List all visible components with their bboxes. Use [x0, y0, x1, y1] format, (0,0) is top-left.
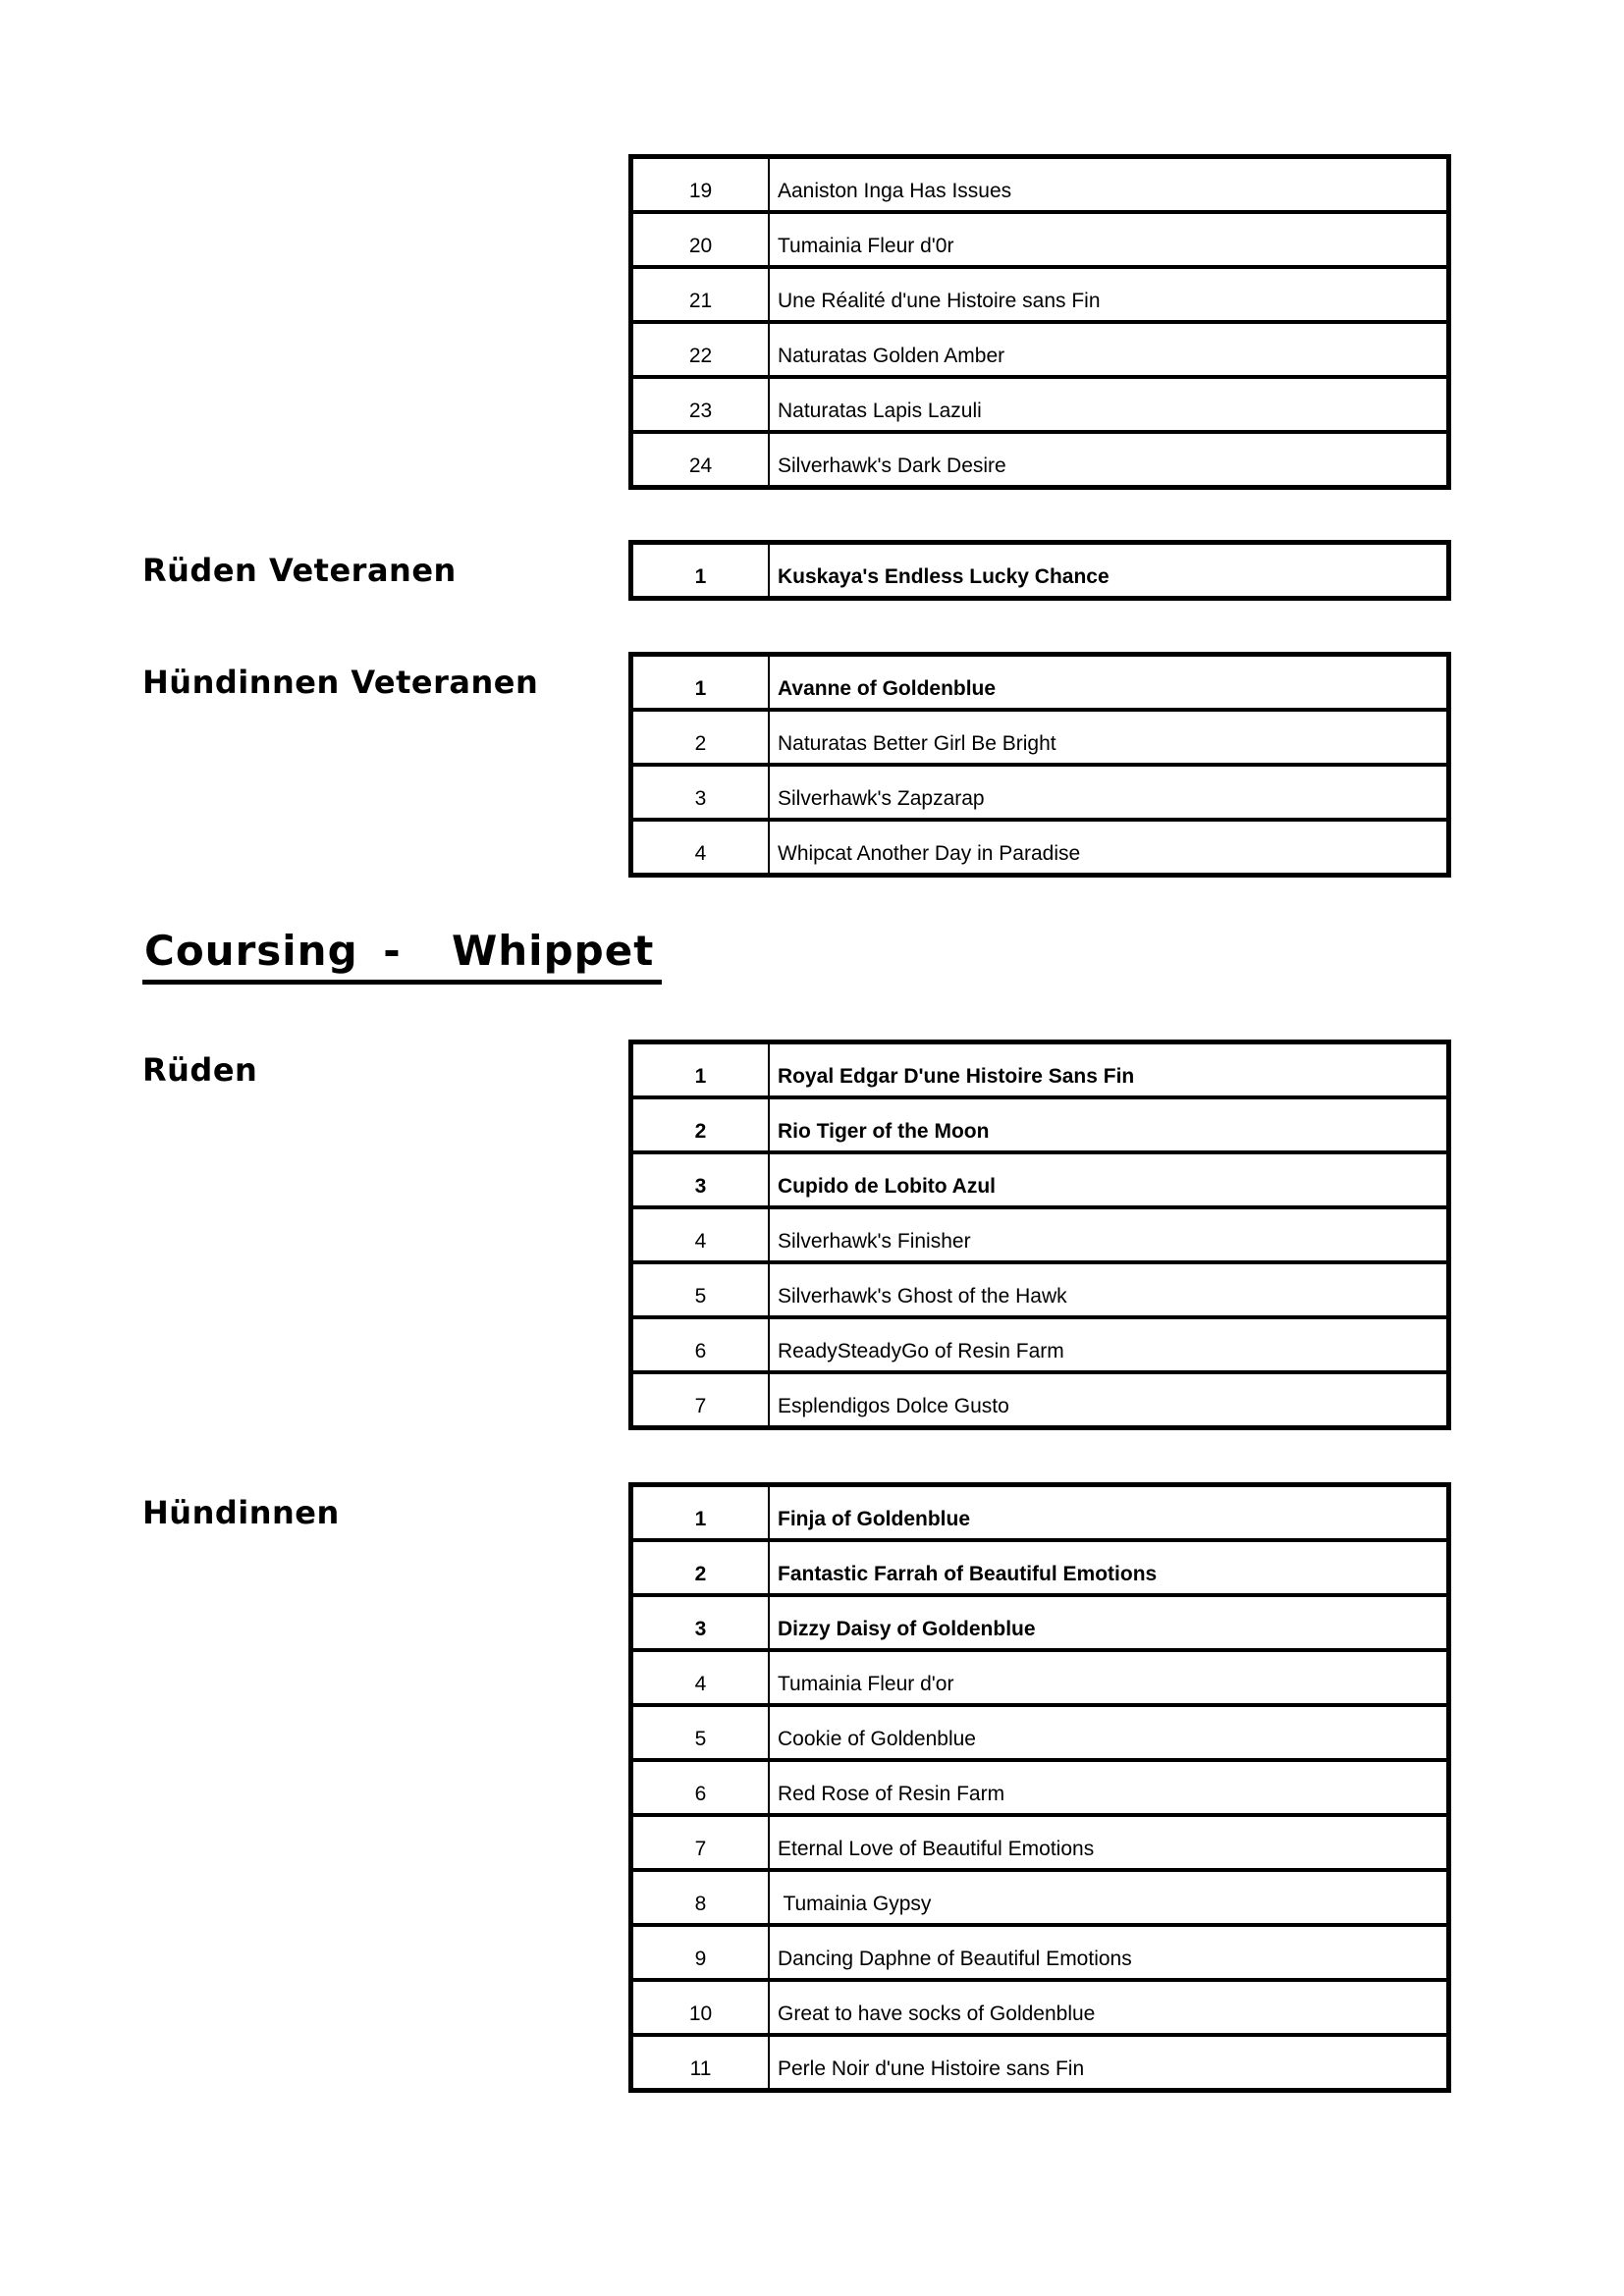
table-row [633, 763, 1446, 818]
dog-name: Perle Noir d'une Histoire sans Fin [778, 2057, 1085, 2080]
dog-name: Silverhawk's Dark Desire [778, 454, 1006, 477]
results-table-huendinnen-veteranen [628, 652, 1451, 878]
table-row [633, 1923, 1446, 1978]
row-number: 4 [633, 822, 770, 873]
table-row [633, 1538, 1446, 1593]
row-number: 24 [633, 434, 770, 485]
table-row [633, 1260, 1446, 1315]
row-number: 22 [633, 324, 770, 375]
dog-name: Naturatas Golden Amber [778, 345, 1005, 367]
table-row [633, 1150, 1446, 1205]
row-number: 6 [633, 1762, 770, 1813]
results-table-rueden-veteranen [628, 540, 1451, 601]
table-row [633, 1315, 1446, 1370]
page-title: Coursing - Whippet [142, 926, 662, 985]
table-row [633, 708, 1446, 763]
table-row [633, 1044, 1446, 1095]
table-row [633, 265, 1446, 320]
dog-name: Fantastic Farrah of Beautiful Emotions [778, 1563, 1158, 1585]
row-number: 2 [633, 1099, 770, 1150]
table-row [633, 1758, 1446, 1813]
row-number: 5 [633, 1707, 770, 1758]
table-row [633, 2033, 1446, 2088]
dog-name: Naturatas Better Girl Be Bright [778, 732, 1056, 755]
row-number: 23 [633, 379, 770, 430]
dog-name: Aaniston Inga Has Issues [778, 180, 1012, 202]
dog-name: Cookie of Goldenblue [778, 1728, 976, 1750]
row-number: 11 [633, 2037, 770, 2088]
results-table-huendinnen-continued [628, 154, 1451, 490]
dog-name: Kuskaya's Endless Lucky Chance [778, 565, 1110, 588]
dog-name: Dizzy Daisy of Goldenblue [778, 1618, 1036, 1640]
table-row [633, 1205, 1446, 1260]
row-number: 3 [633, 767, 770, 818]
row-number: 7 [633, 1374, 770, 1425]
dog-name: Great to have socks of Goldenblue [778, 2002, 1096, 2025]
dog-name: Esplendigos Dolce Gusto [778, 1395, 1009, 1417]
row-number: 1 [633, 1487, 770, 1538]
dog-name: Eternal Love of Beautiful Emotions [778, 1838, 1095, 1860]
table-row [633, 1593, 1446, 1648]
row-number: 6 [633, 1319, 770, 1370]
dog-name: Une Réalité d'une Histoire sans Fin [778, 290, 1101, 312]
row-number: 1 [633, 545, 770, 596]
table-row [633, 1370, 1446, 1425]
table-row [633, 210, 1446, 265]
dog-name: Dancing Daphne of Beautiful Emotions [778, 1948, 1132, 1970]
row-number: 8 [633, 1872, 770, 1923]
row-number: 4 [633, 1209, 770, 1260]
dog-name: Tumainia Gypsy [778, 1893, 932, 1915]
dog-name: Silverhawk's Ghost of the Hawk [778, 1285, 1067, 1308]
table-row [633, 818, 1446, 873]
row-number: 1 [633, 1044, 770, 1095]
row-number: 7 [633, 1817, 770, 1868]
results-table-rueden [628, 1040, 1451, 1430]
dog-name: ReadySteadyGo of Resin Farm [778, 1340, 1064, 1362]
row-number: 3 [633, 1154, 770, 1205]
results-table-huendinnen [628, 1482, 1451, 2093]
table-row [633, 159, 1446, 210]
dog-name: Naturatas Lapis Lazuli [778, 400, 982, 422]
table-row [633, 1095, 1446, 1150]
table-row [633, 657, 1446, 708]
table-row [633, 1813, 1446, 1868]
table-row [633, 320, 1446, 375]
dog-name: Royal Edgar D'une Histoire Sans Fin [778, 1065, 1135, 1088]
dog-name: Silverhawk's Finisher [778, 1230, 971, 1253]
dog-name: Tumainia Fleur d'or [778, 1673, 954, 1695]
row-number: 1 [633, 657, 770, 708]
section-label-rueden-veteranen: Rüden Veteranen [142, 552, 457, 589]
row-number: 10 [633, 1982, 770, 2033]
dog-name: Rio Tiger of the Moon [778, 1120, 990, 1143]
table-row [633, 1487, 1446, 1538]
row-number: 2 [633, 1542, 770, 1593]
dog-name: Whipcat Another Day in Paradise [778, 842, 1081, 865]
table-row [633, 1978, 1446, 2033]
dog-name: Cupido de Lobito Azul [778, 1175, 997, 1198]
table-row [633, 430, 1446, 485]
dog-name: Tumainia Fleur d'0r [778, 235, 954, 257]
row-number: 2 [633, 712, 770, 763]
dog-name: Avanne of Goldenblue [778, 677, 997, 700]
table-row [633, 1648, 1446, 1703]
section-label-huendinnen: Hündinnen [142, 1494, 340, 1531]
table-row [633, 1868, 1446, 1923]
row-number: 21 [633, 269, 770, 320]
section-label-rueden: Rüden [142, 1051, 258, 1089]
row-number: 19 [633, 159, 770, 210]
row-number: 5 [633, 1264, 770, 1315]
table-row [633, 1703, 1446, 1758]
dog-name: Red Rose of Resin Farm [778, 1783, 1005, 1805]
row-number: 4 [633, 1652, 770, 1703]
dog-name: Silverhawk's Zapzarap [778, 787, 985, 810]
row-number: 9 [633, 1927, 770, 1978]
table-row [633, 375, 1446, 430]
row-number: 3 [633, 1597, 770, 1648]
section-label-huendinnen-veteranen: Hündinnen Veteranen [142, 664, 539, 701]
row-number: 20 [633, 214, 770, 265]
dog-name: Finja of Goldenblue [778, 1508, 970, 1530]
table-row [633, 545, 1446, 596]
